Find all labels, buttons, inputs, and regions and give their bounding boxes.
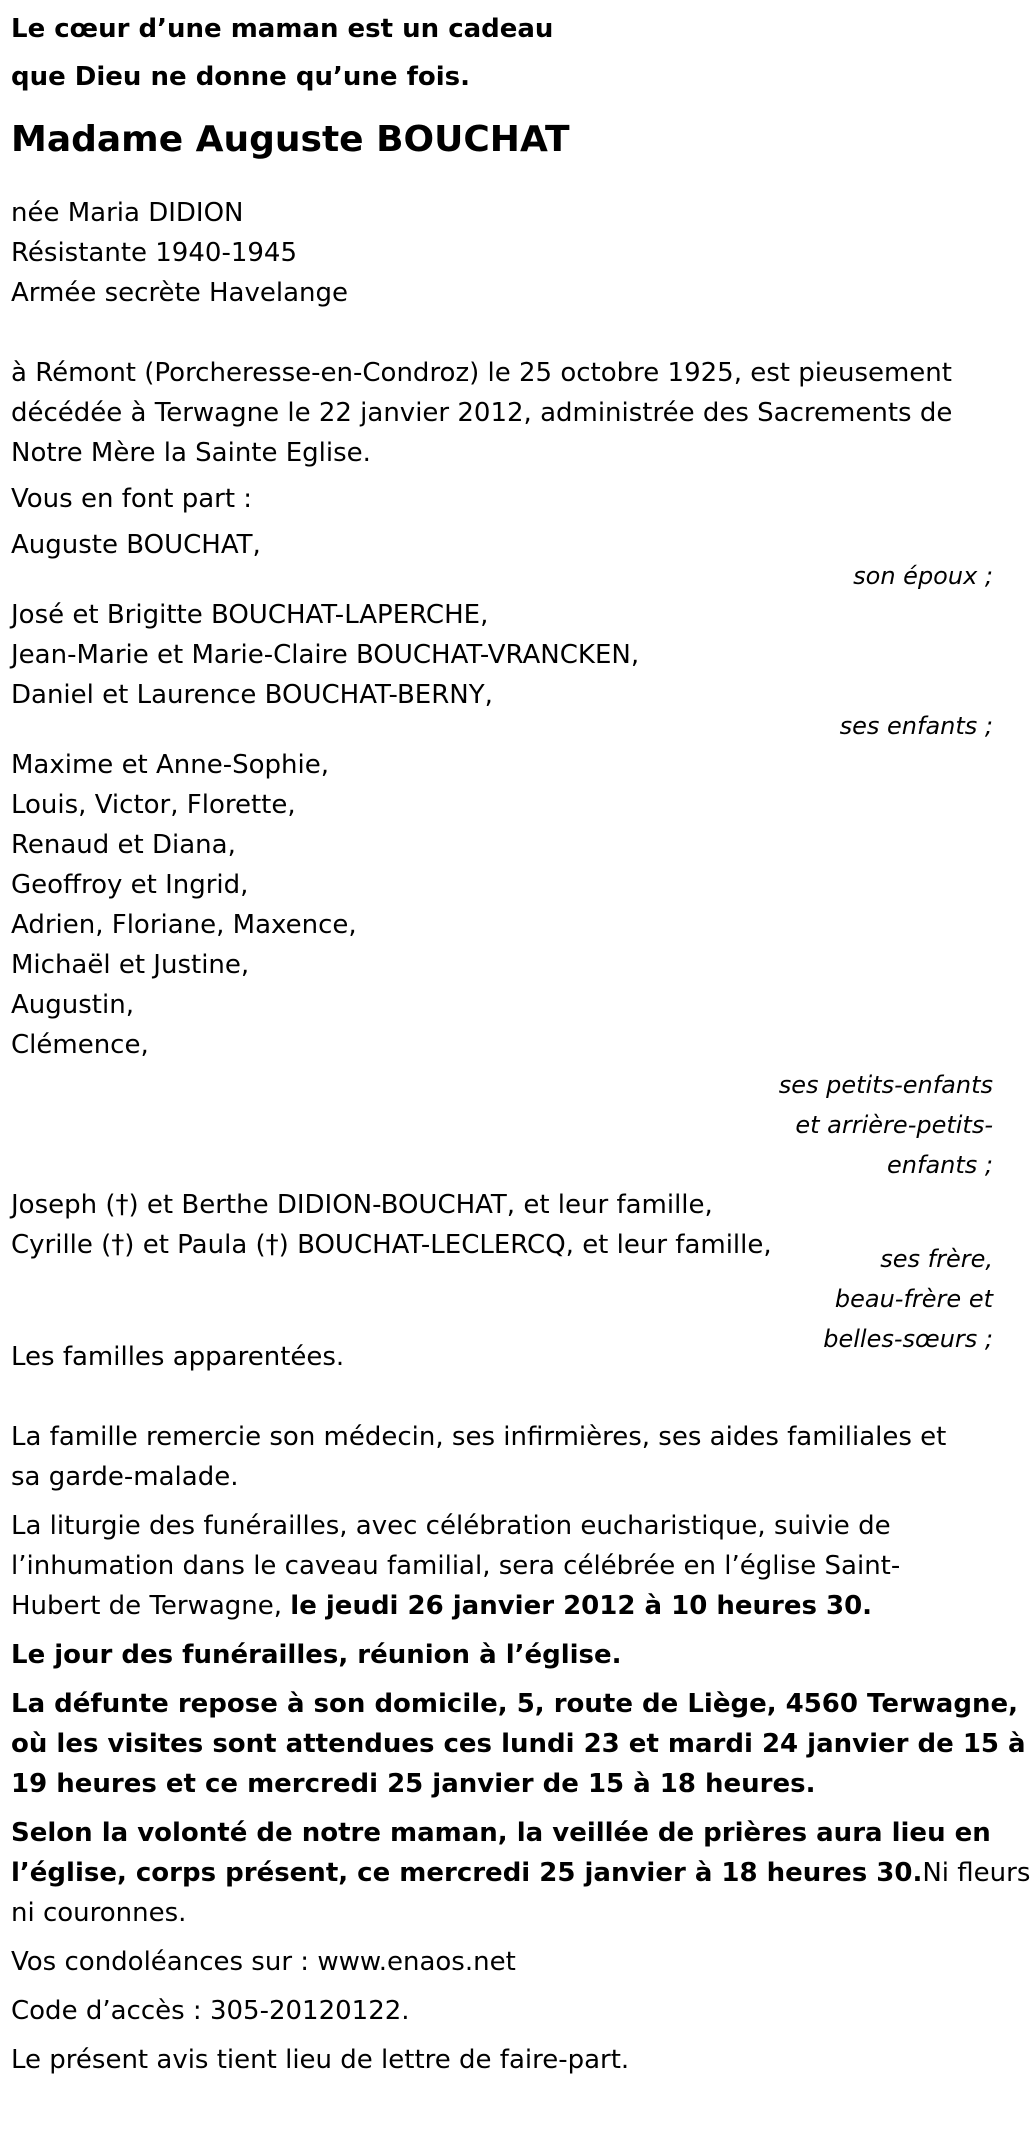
liturgy-place: Hubert de Terwagne,	[11, 1591, 291, 1621]
condolences-line: Vos condoléances sur : www.enaos.net	[11, 1947, 516, 1977]
visits-line-1: La défunte repose à son domicile, 5, route de Liège, 4560 Terwagne,	[11, 1689, 1018, 1719]
grandchild-line: Clémence,	[11, 1030, 149, 1060]
meeting-line: Le jour des funérailles, réunion à l’église.	[11, 1640, 622, 1670]
siblings-relation	[823, 1239, 993, 1359]
verse-line-1: Le cœur d’une maman est un cadeau	[11, 14, 554, 44]
maiden-name: née Maria DIDION	[11, 198, 244, 228]
announcement-line-1: à Rémont (Porcheresse-en-Condroz) le 25 octobre 1925, est pieusement	[11, 358, 952, 388]
sibling-line: Joseph (†) et Berthe DIDION-BOUCHAT, et leur famille,	[11, 1190, 713, 1220]
grandchildren-relation-3: enfants ;	[887, 1151, 993, 1179]
vigil	[11, 1813, 1030, 1933]
thanks-line-2: sa garde-malade.	[11, 1462, 239, 1492]
obituary-notice	[11, 0, 1030, 2080]
spouse-relation: son époux ;	[853, 562, 993, 590]
identity	[11, 193, 995, 313]
liturgy	[11, 1506, 995, 1626]
access-code-line: Code d’accès : 305-20120122.	[11, 1996, 410, 2026]
siblings-relation-3: belles-sœurs ;	[823, 1325, 993, 1353]
intro-line: Vous en font part :	[11, 484, 253, 514]
visits	[11, 1684, 1026, 1804]
grandchild-line: Augustin,	[11, 990, 134, 1020]
children-relation: ses enfants ;	[839, 712, 993, 740]
grandchild-line: Michaël et Justine,	[11, 950, 250, 980]
child-line: José et Brigitte BOUCHAT-LAPERCHE,	[11, 600, 489, 630]
thanks	[11, 1417, 995, 1497]
announcement-line-3: Notre Mère la Sainte Eglise.	[11, 438, 371, 468]
siblings-relation-1: ses frère,	[880, 1245, 993, 1273]
vigil-time: l’église, corps présent, ce mercredi 25 janvier à 18 heures 30.	[11, 1858, 923, 1888]
liturgy-line-1: La liturgie des funérailles, avec célébration eucharistique, suivie de	[11, 1511, 891, 1541]
grandchildren-relation-1: ses petits-enfants	[778, 1071, 993, 1099]
child-line: Daniel et Laurence BOUCHAT-BERNY,	[11, 680, 493, 710]
closing-line: Le présent avis tient lieu de lettre de faire-part.	[11, 2045, 630, 2075]
resistance-line: Résistante 1940-1945	[11, 238, 297, 268]
related-families: Les familles apparentées.	[11, 1342, 345, 1372]
visits-line-3: 19 heures et ce mercredi 25 janvier de 15 à 18 heures.	[11, 1769, 816, 1799]
army-line: Armée secrète Havelange	[11, 278, 349, 308]
spouse-name: Auguste BOUCHAT,	[11, 530, 261, 560]
siblings-relation-2: beau-frère et	[834, 1285, 993, 1313]
grandchildren-relation-2: et arrière-petits-	[795, 1111, 993, 1139]
child-line: Jean-Marie et Marie-Claire BOUCHAT-VRANCKEN,	[11, 640, 640, 670]
grandchild-line: Adrien, Floriane, Maxence,	[11, 910, 357, 940]
verse-line-2: que Dieu ne donne qu’une fois.	[11, 62, 471, 92]
grandchild-line: Renaud et Diana,	[11, 830, 236, 860]
vigil-line-2	[11, 1853, 1030, 1893]
page-title: Madame Auguste BOUCHAT	[11, 119, 570, 160]
no-flowers: Ni fleurs	[922, 1858, 1030, 1888]
sibling-line: Cyrille (†) et Paula (†) BOUCHAT-LECLERCQ, et leur famille,	[11, 1230, 772, 1260]
visits-line-2: où les visites sont attendues ces lundi 23 et mardi 24 janvier de 15 à	[11, 1729, 1026, 1759]
family-children	[11, 595, 995, 743]
grandchild-line: Louis, Victor, Florette,	[11, 790, 296, 820]
liturgy-line-3	[11, 1586, 995, 1626]
thanks-line-1: La famille remercie son médecin, ses infirmières, ses aides familiales et	[11, 1422, 947, 1452]
vigil-line-3: ni couronnes.	[11, 1898, 187, 1928]
announcement-line-2: décédée à Terwagne le 22 janvier 2012, administrée des Sacrements de	[11, 398, 953, 428]
family-grandchildren	[11, 745, 995, 1185]
family-spouse	[11, 525, 995, 593]
verse	[11, 5, 995, 101]
grandchild-line: Geoffroy et Ingrid,	[11, 870, 249, 900]
liturgy-line-2: l’inhumation dans le caveau familial, sera célébrée en l’église Saint-	[11, 1551, 901, 1581]
announcement	[11, 353, 995, 473]
family-siblings	[11, 1185, 995, 1353]
grandchild-line: Maxime et Anne-Sophie,	[11, 750, 330, 780]
vigil-line-1: Selon la volonté de notre maman, la veillée de prières aura lieu en	[11, 1818, 991, 1848]
liturgy-date: le jeudi 26 janvier 2012 à 10 heures 30.	[290, 1591, 873, 1621]
